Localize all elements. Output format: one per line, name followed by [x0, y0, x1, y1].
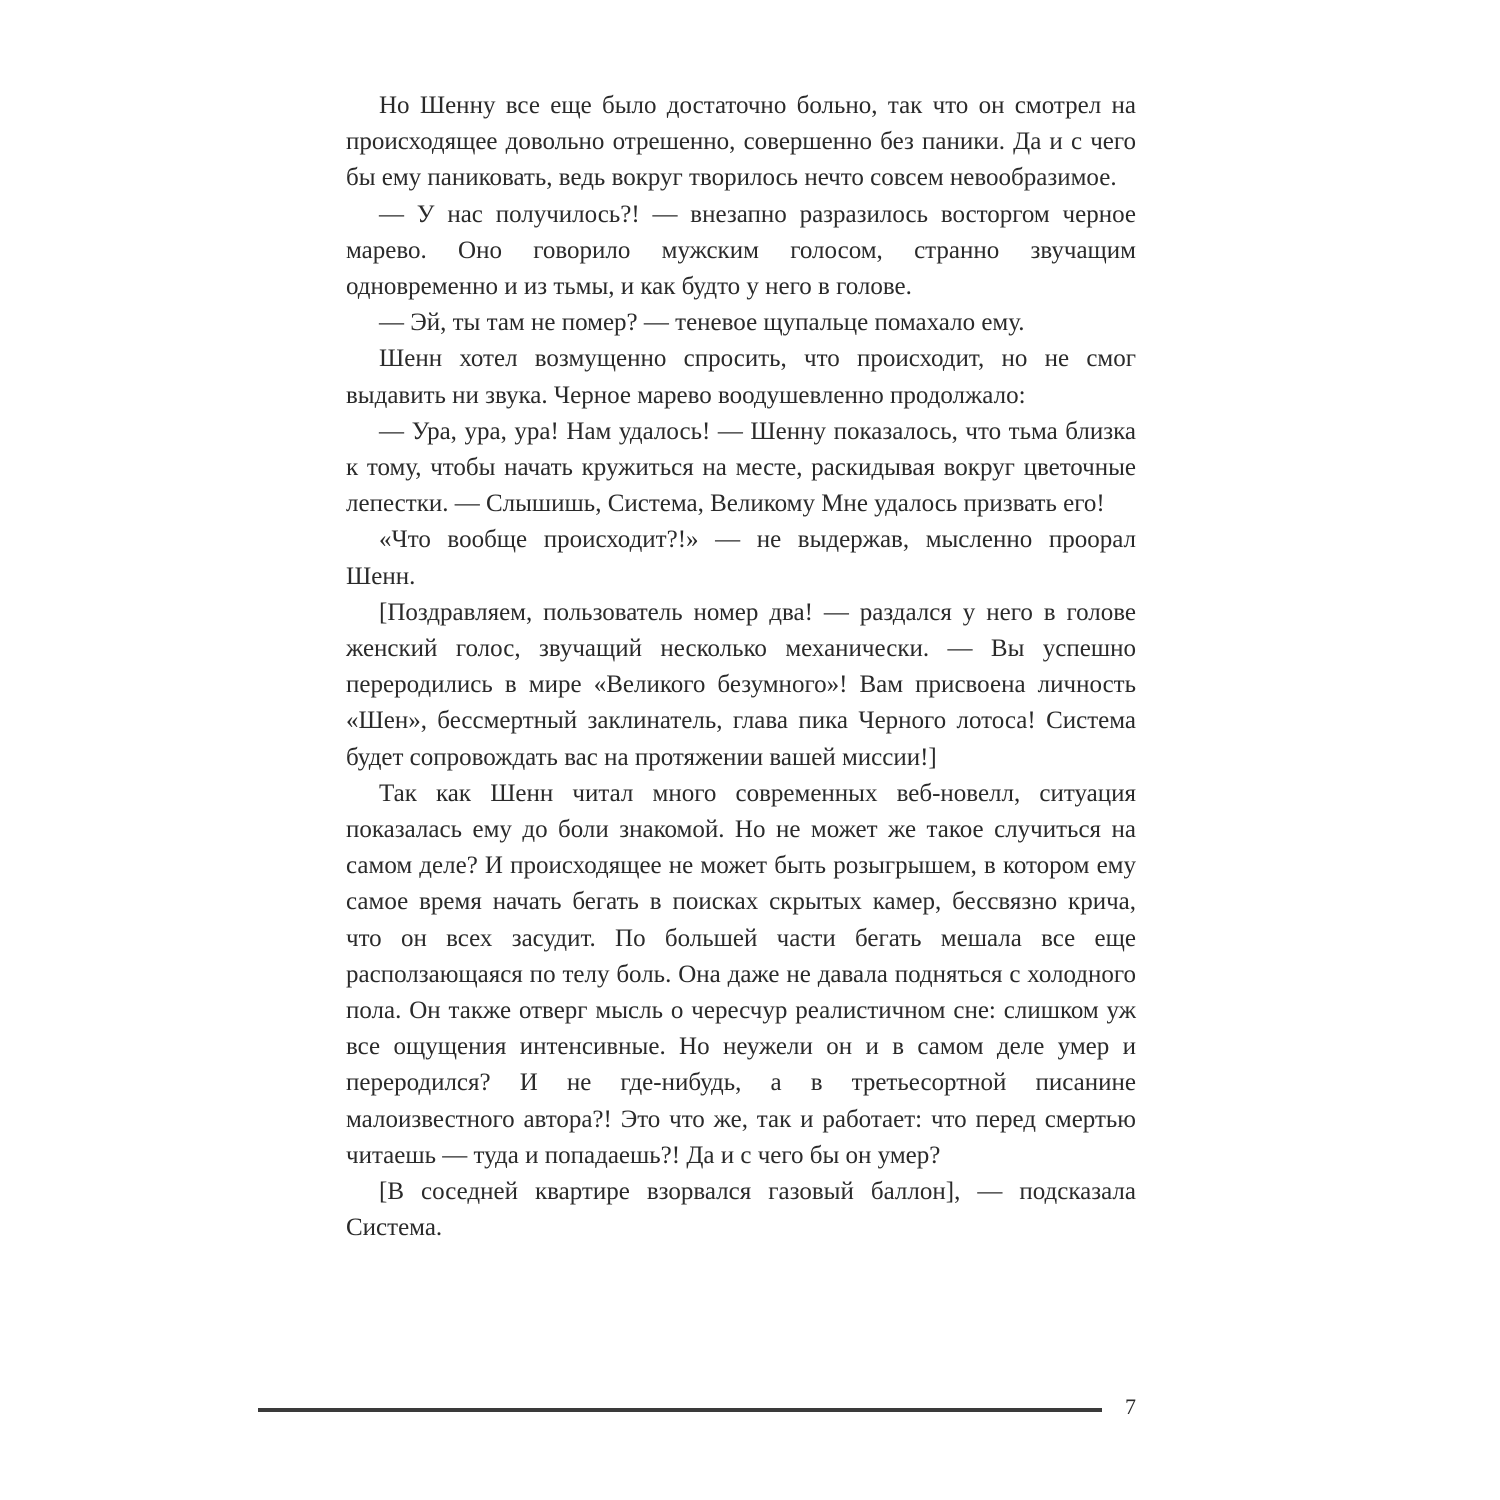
- paragraph: Так как Шенн читал много современных веб-новелл, ситуация показалась ему до боли знакомой. Но не может же такое случиться на самом деле? И происходящее не может быть розыгрышем, в котором ему самое время начать бегать в поисках скрытых камер, бессвязно крича, что он всех засудит. По большей части бегать мешала все еще расползающаяся по телу боль. Она даже не давала подняться с холодного пола. Он также отверг мысль о чересчур реалистичном сне: слишком уж все ощущения интенсивные. Но неужели он и в самом деле умер и переродился? И не где-нибудь, а в третьесортной писанине малоизвестного автора?! Это что же, так и работает: что перед смертью читаешь — туда и попадаешь?! Да и с чего бы он умер?: [346, 779, 1136, 1169]
- page-body-text: [346, 88, 1136, 1247]
- page-number: 7: [1125, 1394, 1136, 1419]
- paragraph: Шенн хотел возмущенно спросить, что происходит, но не смог выдавить ни звука. Черное марево воодушевленно продолжало:: [346, 345, 1136, 409]
- paragraph: «Что вообще происходит?!» — не выдержав, мысленно проорал Шенн.: [346, 526, 1136, 590]
- paragraph: — Ура, ура, ура! Нам удалось! — Шенну показалось, что тьма близка к тому, чтобы начать кружиться на месте, раскидывая вокруг цветочные лепестки. — Слышишь, Система, Великому Мне удалось призвать его!: [346, 417, 1136, 518]
- paragraph: [Поздравляем, пользователь номер два! — раздался у него в голове женский голос, звучащий несколько механически. — Вы успешно переродились в мире «Великого безумного»! Вам присвоена личность «Шен», бессмертный заклинатель, глава пика Черного лотоса! Система будет сопровождать вас на протяжении вашей миссии!]: [346, 598, 1136, 771]
- paragraph: — У нас получилось?! — внезапно разразилось восторгом черное марево. Оно говорило мужским голосом, странно звучащим одновременно и из тьмы, и как будто у него в голове.: [346, 200, 1136, 301]
- paragraph: — Эй, ты там не помер? — теневое щупальце помахало ему.: [379, 309, 1025, 337]
- paragraph: [В соседней квартире взорвался газовый баллон], — подсказала Система.: [346, 1178, 1136, 1242]
- paragraph: Но Шенну все еще было достаточно больно, так что он смотрел на происходящее довольно отрешенно, совершенно без паники. Да и с чего бы ему паниковать, ведь вокруг творилось нечто совсем невообразимое.: [346, 92, 1136, 192]
- footer-rule: [258, 1408, 1102, 1412]
